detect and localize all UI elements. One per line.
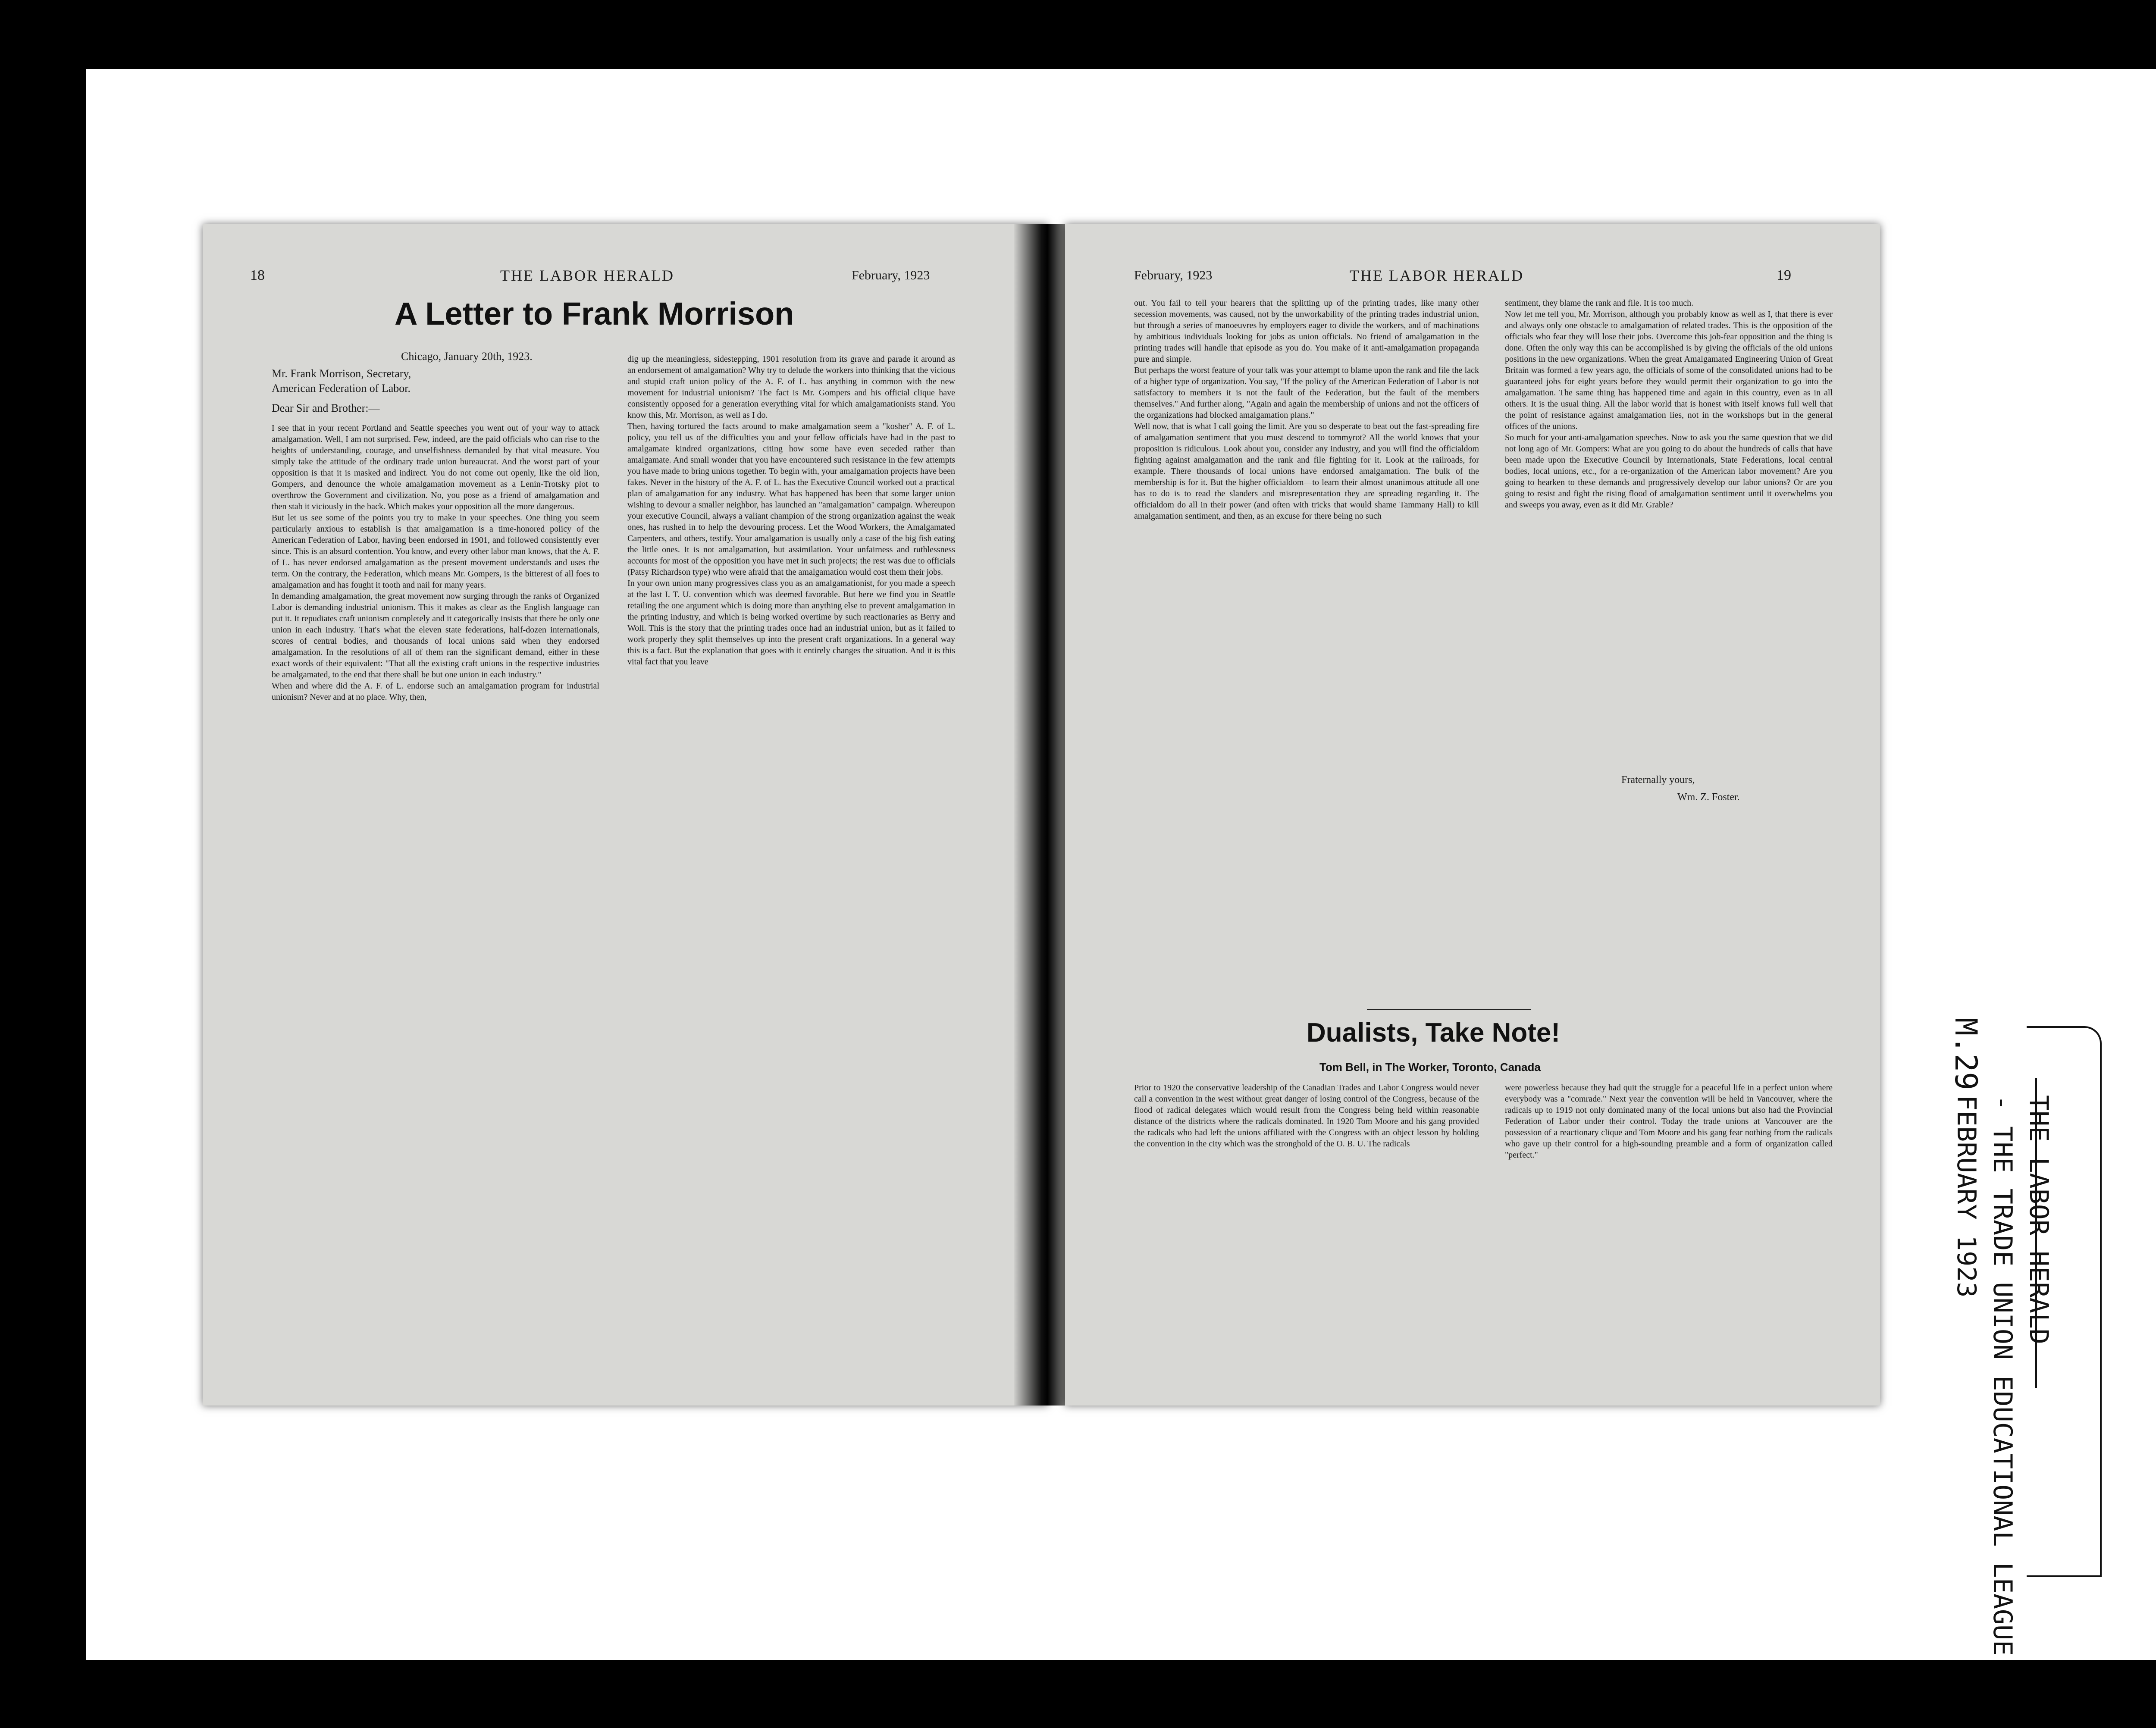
- article-headline: A Letter to Frank Morrison: [395, 296, 794, 332]
- salutation: Dear Sir and Brother:—: [272, 402, 380, 414]
- dateline: Chicago, January 20th, 1923.: [401, 350, 533, 363]
- right-page: [1065, 224, 1880, 1406]
- page-date: February, 1923: [852, 268, 930, 282]
- page-number: 18: [250, 267, 265, 283]
- running-head: THE LABOR HERALD: [1350, 267, 1524, 284]
- addressee: Mr. Frank Morrison, Secretary, American Federation of Labor.: [272, 367, 411, 394]
- left-page: [203, 224, 1048, 1406]
- closing: Fraternally yours,: [1621, 774, 1695, 786]
- byline: Tom Bell, in The Worker, Toronto, Canada: [1319, 1061, 1541, 1074]
- second-article-column-2: were powerless because they had quit the struggle for a peaceful life in a perfect union where everybody was a "comrade." Next year the convention will be held in Vancouver, where the radicals up to 1919 not only dominated many of the local unions but also had the Provincial Federation of Labor under their control. Today the trade unions at Vancouver are the possession of a reactionary clique and Tom Moore and his gang fear nothing from the radicals who gave up their control for a high-sounding preamble and a form of organization called "perfect.": [1505, 1083, 1833, 1160]
- section-divider: [1367, 1009, 1531, 1010]
- page-date: February, 1923: [1134, 268, 1213, 282]
- letter-column-1: I see that in your recent Portland and Seattle speeches you went out of your way to attack amalgamation. Well, I am not surprised. Few, indeed, are the paid officials who can rise to the heights of understanding, courage, and unselfishness demanded by that vital measure. You simply take the attitude of the ordinary trade union bureaucrat. And the worst part of your opposition is that it is masked and indirect. You do not come out openly, like the old lion, Gompers, and denounce the whole amalgamation movement as a Lenin-Trotsky plot to overthrow the Government and civilization. No, you pose as a friend of amalgamation and then stab it viciously in the back. Which makes your opposition all the more dangerous. But let us see some of the points you try to make in your speeches. One thing you seem particularly anxious to establish is that amalgamation is a time-honored policy of the American Federation of Labor, having been endorsed in 1901, and followed consistently ever since. This is an absurd contention. You know, and every other labor man knows, that the A. F. of L. has never endorsed amalgamation as the present movement understands and uses the term. On the contrary, the Federation, which means Mr. Gompers, is the bitterest of all foes to amalgamation and has fought it tooth and nail for many years. In demanding amalgamation, the great movement now surging through the ranks of Organized Labor is demanding industrial unionism. This it makes as clear as the English language can put it. It repudiates craft unionism completely and it categorically insists that there be only one union in each industry. That's what the eleven state federations, half-dozen internationals, scores of central bodies, and thousands of local unions said when they endorsed amalgamation. In the resolutions of all of them ran the significant demand, either in these exact words of their equivalent: "That all the existing craft unions in the respective industries be amalgamated, to the end that there shall be but one union in each industry." When and where did the A. F. of L. endorse such an amalgamation program for industrial unionism? Never and at no place. Why, then,: [272, 423, 599, 702]
- letter-column-3: out. You fail to tell your hearers that the splitting up of the printing trades, like many other secession movements, was caused, not by the unworkability of the printing trades industrial union, but through a series of manoeuvres by employers eager to divide the workers, and of machinations by ambitious individuals looking for jobs as union officials. No friend of amalgamation in the printing trades will handle that episode as you do. You make of it anti-amalgamation propaganda pure and simple. But perhaps the worst feature of your talk was your attempt to blame upon the rank and file the lack of a higher type of organization. You say, "If the policy of the American Federation of Labor is not satisfactory to members it is not the fault of the Federation, but the fault of the members themselves." And further along, "Again and again the membership of unions and not the officers of the organizations had blocked amalgamation plans." Well now, that is what I call going the limit. Are you so desperate to beat out the fast-spreading fire of amalgamation sentiment that you must descend to tommyrot? All the world knows that your proposition is ridiculous. Look about you, consider any industry, and you will find the officialdom fighting against amalgamation and the rank and file fighting for it. Look at the railroads, for example. There thousands of local unions have endorsed amalgamation. The bulk of the membership is for it. But the higher officialdom—to learn their almost unanimous attitude all one has to do is to read the slanders and misrepresentation they are spreading regarding it. The officialdom do all in their power (and often with tricks that would shame Tammany Hall) to kill amalgamation sentiment, and then, as an excuse for there being no such: [1134, 298, 1479, 521]
- letter-column-4: sentiment, they blame the rank and file. It is too much. Now let me tell you, Mr. Morrison, although you probably know as well as I, that there is ever and always only one obstacle to amalgamation of related trades. This is the opposition of the officials who fear they will lose their jobs. Overcome this job-fear opposition and the thing is done. Often the only way this can be accomplished is by giving the officials of the old unions positions in the new organizations. When the great Amalgamated Engineering Union of Great Britain was formed a few years ago, the officials of some of the consolidated unions had to be guaranteed jobs for eight years before they would permit their organization to go into the amalgamation. The same thing has happened time and again in this country, even as in all others. It is the usual thing. All the labor world that is honest with itself knows full well that the point of resistance against amalgamation lies, not in the workshops but in the general offices of the unions. So much for your anti-amalgamation speeches. Now to ask you the same question that we did not long ago of Mr. Gompers: What are you going to do about the hundreds of calls that have been made upon the Executive Council by Internationals, State Federations, local central bodies, local unions, etc., for a re-organization of the American labor movement? Are you going to hearken to these demands and progressively develop our labor unions? Or are you going to resist and fight the rising flood of amalgamation sentiment until it overwhelms you and sweeps you away, even as it did Mr. Grable?: [1505, 298, 1833, 510]
- page-number: 19: [1777, 267, 1791, 283]
- handwritten-number: M.29: [1948, 1017, 1984, 1090]
- handwritten-title-line: THE LABOR HERALD: [2024, 1095, 2054, 1344]
- running-head: THE LABOR HERALD: [500, 267, 674, 284]
- handwritten-subtitle: - THE TRADE UNION EDUCATIONAL LEAGUE FEBRUARY 1923: [1951, 1095, 2018, 1656]
- handwritten-title: [1948, 1095, 2057, 1656]
- signature: Wm. Z. Foster.: [1677, 792, 1740, 803]
- letter-column-2: dig up the meaningless, sidestepping, 1901 resolution from its grave and parade it around as an endorsement of amalgamation? Why try to delude the workers into thinking that the vicious and stupid craft union policy of the A. F. of L. has anything in common with the new movement for industrial unionism? The fact is Mr. Gompers and his official clique have consistently opposed for a generation everything vital for which amalgamationists stand. You know this, Mr. Morrison, as well as I do. Then, having tortured the facts around to make amalgamation seem a "kosher" A. F. of L. policy, you tell us of the difficulties you and your fellow officials have had in the past to amalgamate kindred organizations, citing how some have even seceded rather than amalgamate. And small wonder that you have encountered such resistance in the few attempts you have made to bring unions together. To begin with, your amalgamation projects have been fakes. Never in the history of the A. F. of L. has the Executive Council worked out a practical plan of amalgamation for any industry. What has happened has been that some larger union wishing to devour a smaller neighbor, has launched an "amalgamation" campaign. Whereupon your executive Council, always a valiant champion of the strong organization against the weak ones, has rushed in to help the devouring process. Let the Wood Workers, the Amalgamated Carpenters, and others, testify. Your amalgamation is usually only a case of the big fish eating the little ones. It is not amalgamation, but assimilation. Your unfairness and ruthlessness accounts for most of the opposition you have met in such projects; the rest was due to officials (Patsy Richardson type) who were afraid that the amalgamation would cost them their jobs. In your own union many progressives class you as an amalgamationist, for you made a speech at the last I. T. U. convention which was deemed favorable. But here we find you in Seattle retailing the one argument which is doing more than anything else to prevent amalgamation in the printing industry, and which is being worked overtime by such reactionaries as Berry and Woll. This is the story that the printing trades once had an industrial union, but as it failed to work properly they split themselves up into the present craft organizations. In a general way this is a fact. But the explanation that goes with it entirely changes the situation. And it is this vital fact that you leave: [627, 354, 955, 667]
- second-article-headline: Dualists, Take Note!: [1307, 1018, 1561, 1048]
- second-article-column-1: Prior to 1920 the conservative leadership of the Canadian Trades and Labor Congress would never call a convention in the west without great danger of losing control of the Congress, because of the flood of radical delegates which would result from the Congress being held within reasonable distance of the districts where the radicals dominated. In 1920 Tom Moore and his gang provided the radicals who had left the unions affiliated with the Congress with an object lesson by holding the convention in the city which was the stronghold of the O. B. U. The radicals: [1134, 1083, 1479, 1149]
